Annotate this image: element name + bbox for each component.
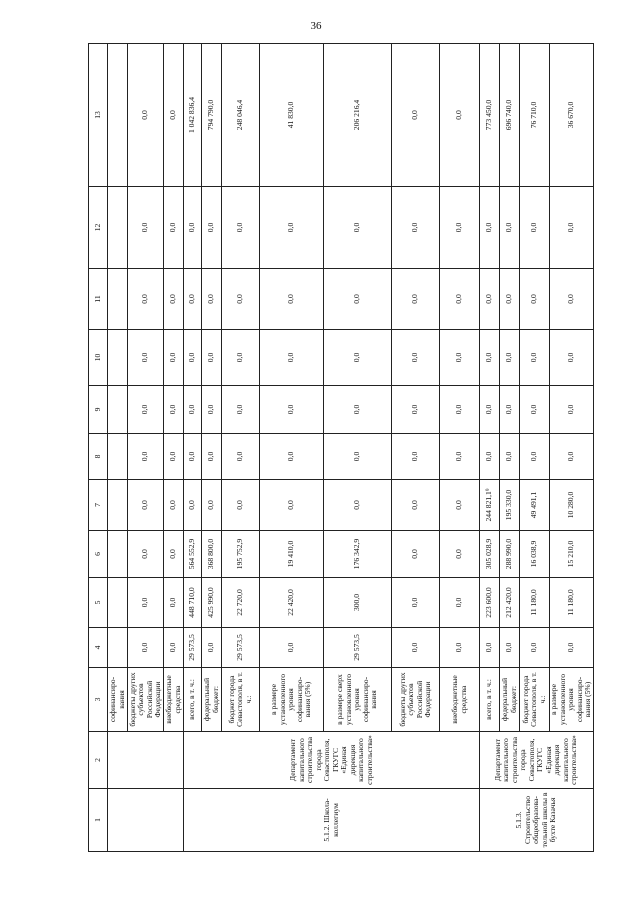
column-header-7: 7 xyxy=(89,480,108,531)
value-cell: 773 450,0 xyxy=(480,44,500,187)
responsible-executor-cell: Департамент капитального строительства города Севастополя, ГКУГС «Единая дирекция капитального строительства» xyxy=(184,732,480,789)
value-cell: 29 573,5 xyxy=(324,628,392,668)
value-cell: 22 420,0 xyxy=(260,578,324,628)
value-cell: 0,0 xyxy=(550,187,594,269)
value-cell: 41 830,0 xyxy=(260,44,324,187)
value-cell: 300,0 xyxy=(324,578,392,628)
source-cell: бюджет города Севастополя, в т. ч.: xyxy=(520,668,550,732)
table-row xyxy=(440,44,480,852)
value-cell: 0,0 xyxy=(440,480,480,531)
value-cell xyxy=(108,330,128,386)
value-cell: 0,0 xyxy=(184,434,202,480)
value-cell: 176 342,9 xyxy=(324,531,392,578)
value-cell: 0,0 xyxy=(260,269,324,330)
value-cell: 15 210,0 xyxy=(550,531,594,578)
value-cell: 0,0 xyxy=(392,480,440,531)
value-cell: 11 180,0 xyxy=(520,578,550,628)
value-cell xyxy=(108,187,128,269)
value-cell: 0,0 xyxy=(500,330,520,386)
source-cell: бюджет города Севастополя, в т. ч.: xyxy=(222,668,260,732)
value-cell: 0,0 xyxy=(202,480,222,531)
source-cell: в размере установленного уровня софинансиро-вания (5%) xyxy=(550,668,594,732)
value-cell: 368 800,0 xyxy=(202,531,222,578)
value-cell: 0,0 xyxy=(392,44,440,187)
page-number: 36 xyxy=(310,20,322,32)
column-header-5: 5 xyxy=(89,578,108,628)
value-cell: 0,0 xyxy=(500,434,520,480)
value-cell: 305 028,9 xyxy=(480,531,500,578)
value-cell: 0,0 xyxy=(202,386,222,434)
value-cell: 0,0 xyxy=(128,434,164,480)
value-cell: 0,0 xyxy=(480,386,500,434)
table-row xyxy=(202,44,222,852)
value-cell: 0,0 xyxy=(324,386,392,434)
column-header-12: 12 xyxy=(89,187,108,269)
value-cell: 0,0 xyxy=(164,330,184,386)
column-header-13: 13 xyxy=(89,44,108,187)
value-cell xyxy=(108,434,128,480)
value-cell: 0,0 xyxy=(260,434,324,480)
rotated-table xyxy=(88,44,592,852)
value-cell: 223 600,0 xyxy=(480,578,500,628)
value-cell: 0,0 xyxy=(128,628,164,668)
value-cell: 0,0 xyxy=(222,386,260,434)
value-cell: 0,0 xyxy=(500,628,520,668)
value-cell xyxy=(108,531,128,578)
value-cell: 19 410,0 xyxy=(260,531,324,578)
column-header-3: 3 xyxy=(89,668,108,732)
source-cell: бюджеты других субъектов Российской Федерации xyxy=(128,668,164,732)
value-cell: 0,0 xyxy=(440,187,480,269)
value-cell: 0,0 xyxy=(520,269,550,330)
column-header-1: 1 xyxy=(89,789,108,852)
table-row xyxy=(164,44,184,852)
value-cell: 1 042 836,4 xyxy=(184,44,202,187)
value-cell: 0,0 xyxy=(550,330,594,386)
value-cell: 0,0 xyxy=(520,330,550,386)
table-row xyxy=(500,44,520,852)
column-header-9: 9 xyxy=(89,386,108,434)
value-cell xyxy=(108,269,128,330)
column-header-6: 6 xyxy=(89,531,108,578)
column-header-8: 8 xyxy=(89,434,108,480)
value-cell: 0,0 xyxy=(164,269,184,330)
value-cell: 206 216,4 xyxy=(324,44,392,187)
table-row xyxy=(550,44,594,852)
source-cell: федеральный бюджет: xyxy=(202,668,222,732)
value-cell: 0,0 xyxy=(440,330,480,386)
table-row xyxy=(108,44,128,852)
value-cell: 0,0 xyxy=(550,434,594,480)
table-row xyxy=(324,44,392,852)
value-cell: 0,0 xyxy=(440,44,480,187)
value-cell: 0,0 xyxy=(392,187,440,269)
value-cell: 0,0 xyxy=(184,269,202,330)
table-row xyxy=(184,44,202,852)
value-cell: 11 180,0 xyxy=(550,578,594,628)
value-cell: 0,0 xyxy=(392,578,440,628)
value-cell: 195 752,9 xyxy=(222,531,260,578)
value-cell: 36 670,0 xyxy=(550,44,594,187)
value-cell: 0,0 xyxy=(392,628,440,668)
value-cell: 0,0 xyxy=(128,480,164,531)
source-cell: бюджеты других субъектов Российской Федерации xyxy=(392,668,440,732)
source-cell: софинансиро-вания xyxy=(108,668,128,732)
value-cell: 0,0 xyxy=(520,434,550,480)
value-cell: 794 790,0 xyxy=(202,44,222,187)
value-cell: 0,0 xyxy=(184,187,202,269)
value-cell: 0,0 xyxy=(500,269,520,330)
measure-name-cell: 5.1.3. Строительство общеобразова-тельной школы в бухте Казачья xyxy=(480,789,594,852)
value-cell: 0,0 xyxy=(222,434,260,480)
value-cell xyxy=(108,578,128,628)
value-cell: 0,0 xyxy=(128,578,164,628)
continuation-cell xyxy=(108,732,184,789)
value-cell: 0,0 xyxy=(202,330,222,386)
value-cell: 0,0 xyxy=(128,269,164,330)
value-cell: 29 573,5 xyxy=(184,628,202,668)
source-cell: внебюджетные средства xyxy=(164,668,184,732)
value-cell: 0,0 xyxy=(440,628,480,668)
value-cell: 0,0 xyxy=(222,480,260,531)
table-row xyxy=(128,44,164,852)
value-cell: 0,0 xyxy=(500,386,520,434)
table-row xyxy=(480,44,500,852)
value-cell: 0,0 xyxy=(520,386,550,434)
value-cell: 0,0 xyxy=(164,187,184,269)
value-cell: 0,0 xyxy=(440,578,480,628)
value-cell: 0,0 xyxy=(202,434,222,480)
value-cell: 0,0 xyxy=(184,386,202,434)
value-cell: 0,0 xyxy=(480,434,500,480)
value-cell: 0,0 xyxy=(550,269,594,330)
value-cell: 0,0 xyxy=(520,187,550,269)
value-cell: 29 573,5 xyxy=(222,628,260,668)
value-cell: 16 038,9 xyxy=(520,531,550,578)
value-cell: 10 280,0 xyxy=(550,480,594,531)
value-cell: 0,0 xyxy=(440,531,480,578)
value-cell: 425 990,0 xyxy=(202,578,222,628)
value-cell: 76 710,0 xyxy=(520,44,550,187)
source-cell: в размере сверх установленного уровня софинансиро-вания xyxy=(324,668,392,732)
value-cell xyxy=(108,628,128,668)
value-cell xyxy=(108,44,128,187)
continuation-cell xyxy=(108,789,184,852)
value-cell: 0,0 xyxy=(520,628,550,668)
value-cell: 0,0 xyxy=(184,330,202,386)
value-cell: 0,0 xyxy=(324,187,392,269)
value-cell: 696 740,0 xyxy=(500,44,520,187)
table-row xyxy=(222,44,260,852)
value-cell: 195 330,0 xyxy=(500,480,520,531)
value-cell: 0,0 xyxy=(480,187,500,269)
value-cell: 0,0 xyxy=(480,269,500,330)
column-header-10: 10 xyxy=(89,330,108,386)
value-cell: 212 420,0 xyxy=(500,578,520,628)
value-cell: 0,0 xyxy=(440,386,480,434)
value-cell: 0,0 xyxy=(128,386,164,434)
value-cell: 448 710,0 xyxy=(184,578,202,628)
value-cell: 0,0 xyxy=(164,386,184,434)
value-cell: 0,0 xyxy=(480,330,500,386)
value-cell: 564 552,9 xyxy=(184,531,202,578)
source-cell: в размере установленного уровня софинансиро-вания (5%) xyxy=(260,668,324,732)
value-cell: 0,0 xyxy=(164,531,184,578)
value-cell: 0,0 xyxy=(392,330,440,386)
value-cell: 0,0 xyxy=(164,578,184,628)
value-cell: 0,0 xyxy=(202,187,222,269)
value-cell xyxy=(108,386,128,434)
value-cell: 0,0 xyxy=(324,330,392,386)
value-cell: 0,0 xyxy=(128,330,164,386)
value-cell xyxy=(108,480,128,531)
value-cell: 0,0 xyxy=(164,44,184,187)
value-cell: 0,0 xyxy=(392,434,440,480)
value-cell: 0,0 xyxy=(324,480,392,531)
value-cell: 0,0 xyxy=(222,330,260,386)
table-row xyxy=(392,44,440,852)
value-cell: 0,0 xyxy=(324,269,392,330)
budget-table xyxy=(88,43,594,852)
value-cell: 0,0 xyxy=(184,480,202,531)
value-cell: 0,0 xyxy=(440,269,480,330)
value-cell: 0,0 xyxy=(164,434,184,480)
value-cell: 0,0 xyxy=(222,187,260,269)
value-cell: 0,0 xyxy=(164,628,184,668)
column-header-4: 4 xyxy=(89,628,108,668)
value-cell: 0,0 xyxy=(440,434,480,480)
measure-name-cell: 5.1.2. Школа-коллегиум xyxy=(184,789,480,852)
value-cell: 0,0 xyxy=(260,628,324,668)
column-header-2: 2 xyxy=(89,732,108,789)
value-cell: 0,0 xyxy=(260,330,324,386)
value-cell: 0,0 xyxy=(480,628,500,668)
value-cell: 0,0 xyxy=(202,628,222,668)
table-row xyxy=(520,44,550,852)
value-cell: 0,0 xyxy=(128,531,164,578)
table-container xyxy=(88,44,592,852)
value-cell: 0,0 xyxy=(550,628,594,668)
value-cell: 22 720,0 xyxy=(222,578,260,628)
value-cell: 0,0 xyxy=(202,269,222,330)
value-cell: 244 821,1⁹ xyxy=(480,480,500,531)
value-cell: 0,0 xyxy=(500,187,520,269)
value-cell: 0,0 xyxy=(260,187,324,269)
value-cell: 0,0 xyxy=(128,44,164,187)
source-cell: внебюджетные средства xyxy=(440,668,480,732)
value-cell: 248 046,4 xyxy=(222,44,260,187)
value-cell: 0,0 xyxy=(324,434,392,480)
value-cell: 0,0 xyxy=(260,386,324,434)
value-cell: 0,0 xyxy=(392,269,440,330)
value-cell: 0,0 xyxy=(392,531,440,578)
value-cell: 0,0 xyxy=(550,386,594,434)
value-cell: 0,0 xyxy=(222,269,260,330)
value-cell: 49 491,1 xyxy=(520,480,550,531)
value-cell: 0,0 xyxy=(164,480,184,531)
column-header-11: 11 xyxy=(89,269,108,330)
table-row xyxy=(260,44,324,852)
value-cell: 0,0 xyxy=(260,480,324,531)
value-cell: 288 990,0 xyxy=(500,531,520,578)
value-cell: 0,0 xyxy=(128,187,164,269)
value-cell: 0,0 xyxy=(392,386,440,434)
header-row xyxy=(89,44,108,852)
source-cell: всего, в т. ч.: xyxy=(184,668,202,732)
responsible-executor-cell: Департамент капитального строительства города Севастополя, ГКУГС «Единая дирекция капитального строительства» xyxy=(480,732,594,789)
source-cell: федеральный бюджет: xyxy=(500,668,520,732)
source-cell: всего, в т. ч.: xyxy=(480,668,500,732)
